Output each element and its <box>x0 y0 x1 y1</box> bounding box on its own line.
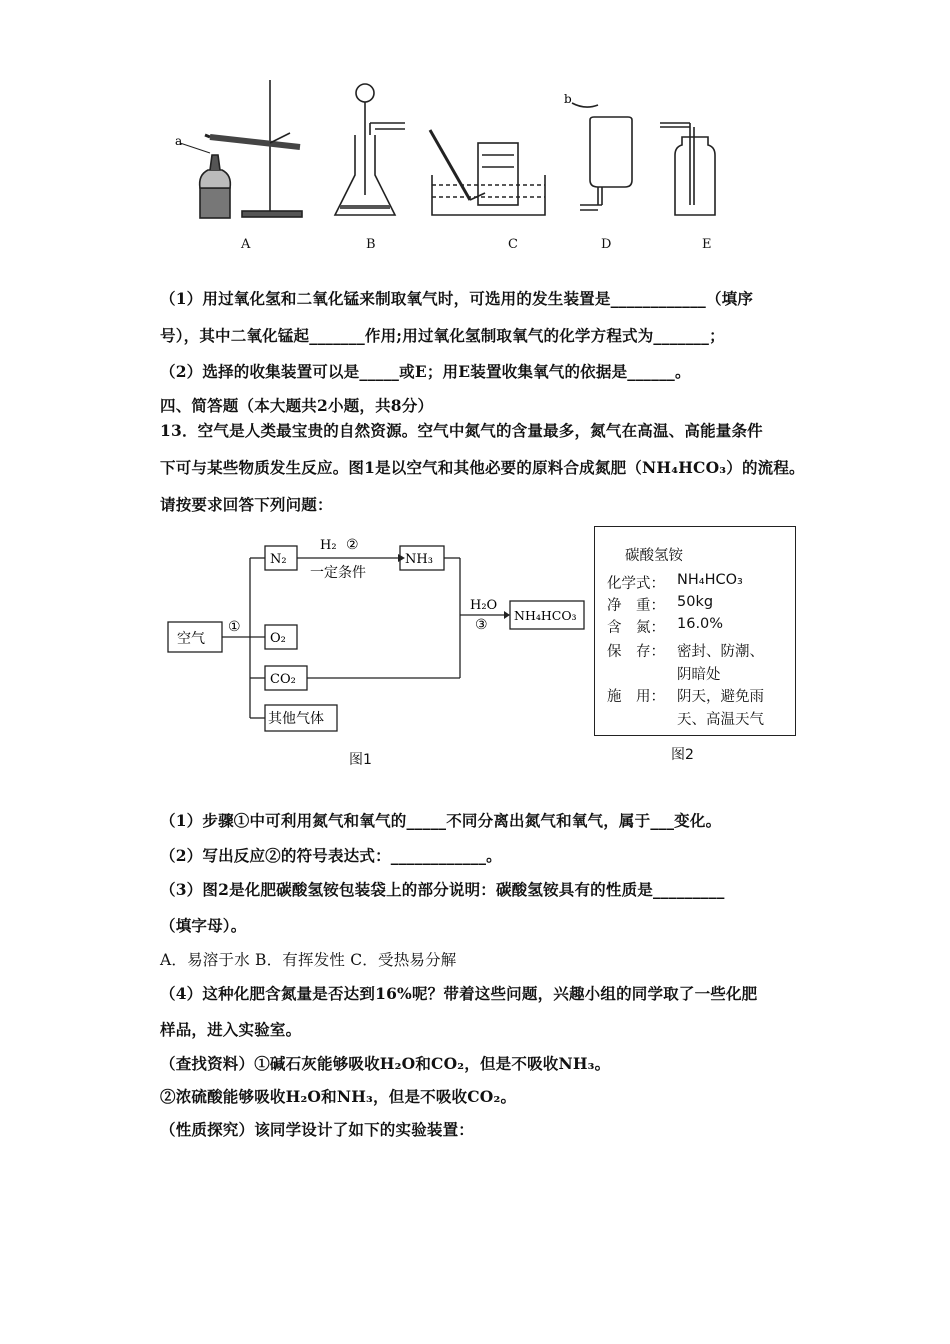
label-product: NH₄HCO₃ <box>514 608 577 623</box>
q13-sub2: （2）写出反应②的符号表达式：____________。 <box>160 846 502 865</box>
q13-sub4b: 样品，进入实验室。 <box>160 1020 302 1039</box>
q13-intro-3: 请按要求回答下列问题： <box>160 495 333 514</box>
q13-options: A．易溶于水 B．有挥发性 C．受热易分解 <box>160 951 457 969</box>
card-usage-2: 天、高温天气 <box>677 712 764 728</box>
q12-line3: （2）选择的收集装置可以是_____或E；用E装置收集氧气的依据是______。 <box>160 362 691 381</box>
q13-info1: （查找资料）①碱石灰能够吸收H₂O和CO₂，但是不吸收NH₃。 <box>160 1054 611 1073</box>
card-usage-label: 施 用： <box>607 689 665 705</box>
figure1-caption: 图1 <box>349 752 372 768</box>
label-h2: H₂ <box>320 538 337 553</box>
card-nitrogen-label: 含 氮： <box>607 620 665 636</box>
figure2-label-card <box>594 526 796 736</box>
card-title: 碳酸氢铵 <box>625 548 683 564</box>
label-nh3: NH₃ <box>405 552 433 567</box>
apparatus-c <box>430 130 545 215</box>
label-h2o: H₂O <box>470 598 498 613</box>
card-nitrogen: 16.0% <box>677 616 724 632</box>
apparatus-e <box>660 123 715 215</box>
card-usage-1: 阴天，避免雨 <box>677 689 764 705</box>
label-step1: ① <box>228 619 241 635</box>
q13-intro-1: 13．空气是人类最宝贵的自然资源。空气中氮气的含量最多，氮气在高温、高能量条件 <box>160 421 763 440</box>
q13-info2: ②浓硫酸能够吸收H₂O和NH₃，但是不吸收CO₂。 <box>160 1087 517 1106</box>
q12-line1: （1）用过氧化氢和二氧化锰来制取氧气时，可选用的发生装置是____________（填序 <box>160 289 754 308</box>
label-o2: O₂ <box>270 631 286 646</box>
label-a: a <box>175 134 183 148</box>
label-co2: CO₂ <box>270 672 296 687</box>
card-formula-label: 化学式： <box>607 576 665 592</box>
q13-sub4a: （4）这种化肥含氮量是否达到16%呢？带着这些问题，兴趣小组的同学取了一些化肥 <box>160 984 758 1003</box>
apparatus-label-a: A <box>241 237 251 252</box>
label-n2: N₂ <box>270 552 287 567</box>
apparatus-d <box>572 103 632 210</box>
label-other: 其他气体 <box>268 711 324 727</box>
label-air: 空气 <box>177 631 205 647</box>
q13-sub1: （1）步骤①中可利用氮气和氧气的_____不同分离出氮气和氧气，属于___变化。 <box>160 811 722 830</box>
card-formula: NH₄HCO₃ <box>677 572 743 588</box>
apparatus-a <box>180 80 302 218</box>
q13-sub3a: （3）图2是化肥碳酸氢铵包装袋上的部分说明：碳酸氢铵具有的性质是_________ <box>160 880 725 899</box>
figure1-flow <box>160 525 590 740</box>
card-storage-2: 阴暗处 <box>677 667 721 683</box>
card-weight: 50kg <box>677 594 714 610</box>
q13-sub3b: （填字母）。 <box>160 916 247 935</box>
apparatus-figure <box>170 75 730 225</box>
figure2-caption: 图2 <box>671 747 694 763</box>
card-weight-label: 净 重： <box>607 598 665 614</box>
section-heading: 四、简答题（本大题共2小题，共8分） <box>160 396 434 415</box>
apparatus-label-e: E <box>702 237 712 252</box>
card-storage-label: 保 存： <box>607 644 665 660</box>
card-storage-1: 密封、防潮、 <box>677 644 764 660</box>
apparatus-label-d: D <box>601 237 612 252</box>
q13-explore: （性质探究）该同学设计了如下的实验装置： <box>160 1120 475 1139</box>
apparatus-b <box>335 84 405 215</box>
label-condition: 一定条件 <box>310 565 366 581</box>
apparatus-label-c: C <box>508 237 518 252</box>
label-step3: ③ <box>475 617 488 633</box>
label-b: b <box>564 92 572 106</box>
apparatus-label-b: B <box>366 237 376 252</box>
label-step2: ② <box>346 537 359 553</box>
q13-intro-2: 下可与某些物质发生反应。图1是以空气和其他必要的原料合成氮肥（NH₄HCO₃）的流程。 <box>160 458 805 477</box>
q12-line2: 号），其中二氧化锰起_______作用;用过氧化氢制取氧气的化学方程式为_______； <box>160 326 725 345</box>
